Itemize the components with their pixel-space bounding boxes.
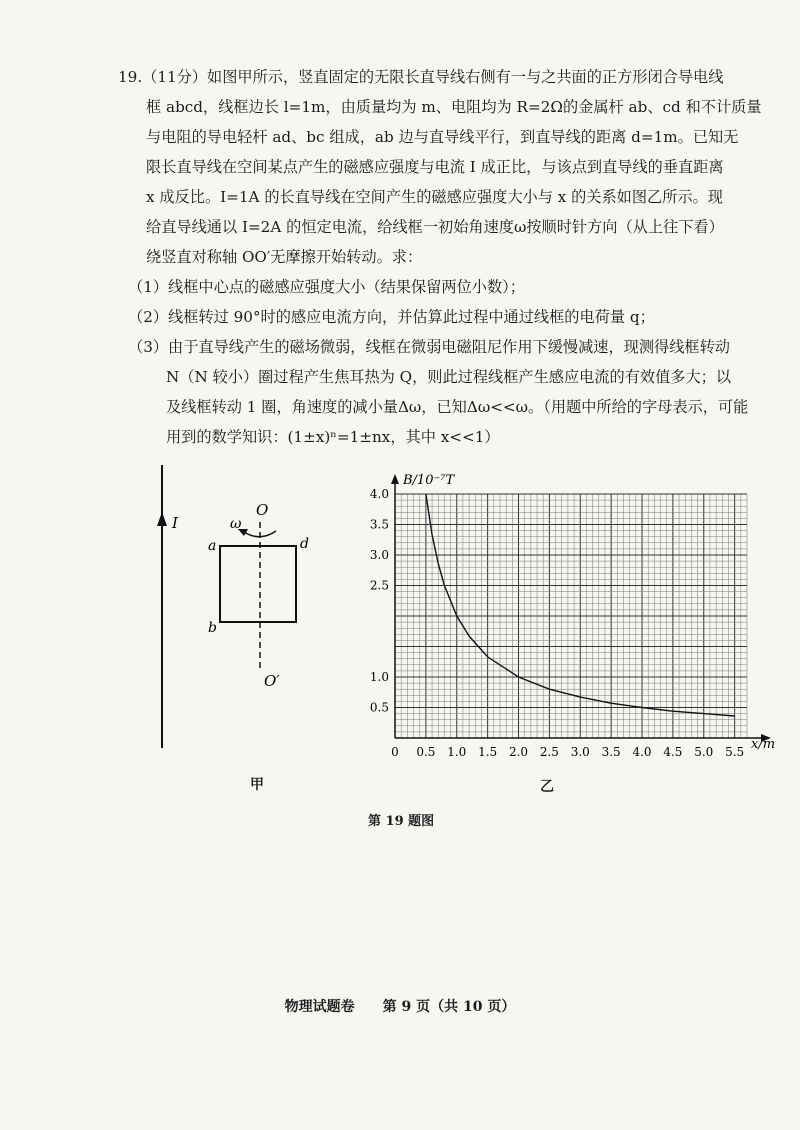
x-tick-label: 5.0 bbox=[694, 745, 714, 759]
y-tick-label: 4.0 bbox=[369, 487, 389, 501]
problem-line-1: 19.（11分）如图甲所示，竖直固定的无限长直导线右侧有一与之共面的正方形闭合导电线 bbox=[118, 68, 724, 86]
x-tick-label: 3.0 bbox=[570, 745, 590, 759]
square-loop bbox=[220, 546, 296, 622]
x-tick-label: 0.5 bbox=[416, 745, 436, 759]
question-1: （1）线框中心点的磁感应强度大小（结果保留两位小数）； bbox=[128, 278, 525, 296]
axis-bottom-label: O′ bbox=[264, 672, 280, 690]
problem-statement bbox=[118, 62, 762, 272]
problem-line-4: 限长直导线在空间某点产生的磁感应强度与电流 I 成正比，与该点到直导线的垂直距离 bbox=[146, 158, 724, 176]
x-tick-label: 2.0 bbox=[508, 745, 529, 759]
corner-a-label: a bbox=[208, 538, 217, 554]
x-tick-label: 1.0 bbox=[447, 745, 467, 759]
question-2: （2）线框转过 90°时的感应电流方向，并估算此过程中通过线框的电荷量 q； bbox=[128, 308, 655, 326]
problem-line-3: 与电阻的导电轻杆 ad、bc 组成，ab 边与直导线平行，到直导线的距离 d=1m。已知无 bbox=[146, 128, 739, 146]
y-tick-label: 3.0 bbox=[369, 548, 389, 562]
y-tick-label: 0.5 bbox=[369, 700, 389, 715]
y-axis-label: B/10⁻⁷T bbox=[403, 473, 455, 488]
x-tick-label: 4.0 bbox=[632, 745, 652, 759]
x-tick-label: 5.5 bbox=[725, 745, 745, 759]
x-tick-label: 1.5 bbox=[478, 745, 498, 759]
question-3-line-2: N（N 较小）圈过程产生焦耳热为 Q，则此过程线框产生感应电流的有效值多大；以 bbox=[166, 368, 732, 386]
figure-a-wire-loop bbox=[140, 460, 370, 800]
problem-line-7: 绕竖直对称轴 OO′无摩擦开始转动。求： bbox=[146, 248, 423, 266]
x-tick-label: 0 bbox=[391, 745, 399, 759]
y-tick-label: 1.0 bbox=[369, 670, 389, 684]
y-axis-arrow-icon bbox=[391, 474, 399, 484]
chart-grid bbox=[395, 494, 747, 738]
current-label: I bbox=[172, 514, 178, 532]
figure-a-caption: 甲 bbox=[250, 777, 264, 793]
question-list bbox=[128, 272, 768, 452]
chart-axes bbox=[391, 474, 771, 742]
y-tick-label: 2.5 bbox=[369, 578, 389, 593]
x-tick-label: 3.5 bbox=[601, 745, 621, 759]
x-tick-label: 4.5 bbox=[663, 745, 683, 759]
corner-d-label: d bbox=[300, 536, 309, 552]
current-arrow-icon bbox=[157, 512, 167, 526]
figure-caption: 第 19 题图 bbox=[368, 814, 435, 829]
corner-b-label: b bbox=[208, 620, 217, 636]
question-3-line-3: 及线框转动 1 圈，角速度的减小量Δω，已知Δω<<ω。（用题中所给的字母表示，可能 bbox=[166, 398, 749, 416]
x-tick-label: 2.5 bbox=[539, 745, 559, 759]
x-axis-label: x/m bbox=[751, 737, 776, 752]
problem-line-2: 框 abcd，线框边长 l=1m，由质量均为 m、电阻均为 R=2Ω的金属杆 ab、cd 和不计质量 bbox=[146, 98, 762, 116]
figure-b-caption: 乙 bbox=[540, 779, 554, 795]
axis-top-label: O bbox=[256, 501, 269, 519]
question-3-line-4: 用到的数学知识：(1±x)ⁿ=1±nx，其中 x<<1） bbox=[166, 428, 500, 446]
problem-line-6: 给直导线通以 I=2A 的恒定电流，给线框一初始角速度ω按顺时针方向（从上往下看） bbox=[146, 218, 724, 236]
figure-b-chart bbox=[355, 460, 785, 800]
y-tick-label: 3.5 bbox=[369, 517, 389, 532]
omega-label: ω bbox=[230, 516, 242, 532]
page-footer: 物理试题卷 第 9 页（共 10 页） bbox=[284, 999, 516, 1015]
question-3-line-1: （3）由于直导线产生的磁场微弱，线框在微弱电磁阻尼作用下缓慢减速，现测得线框转动 bbox=[128, 338, 730, 356]
problem-line-5: x 成反比。I=1A 的长直导线在空间产生的磁感应强度大小与 x 的关系如图乙所示。现 bbox=[146, 188, 723, 206]
